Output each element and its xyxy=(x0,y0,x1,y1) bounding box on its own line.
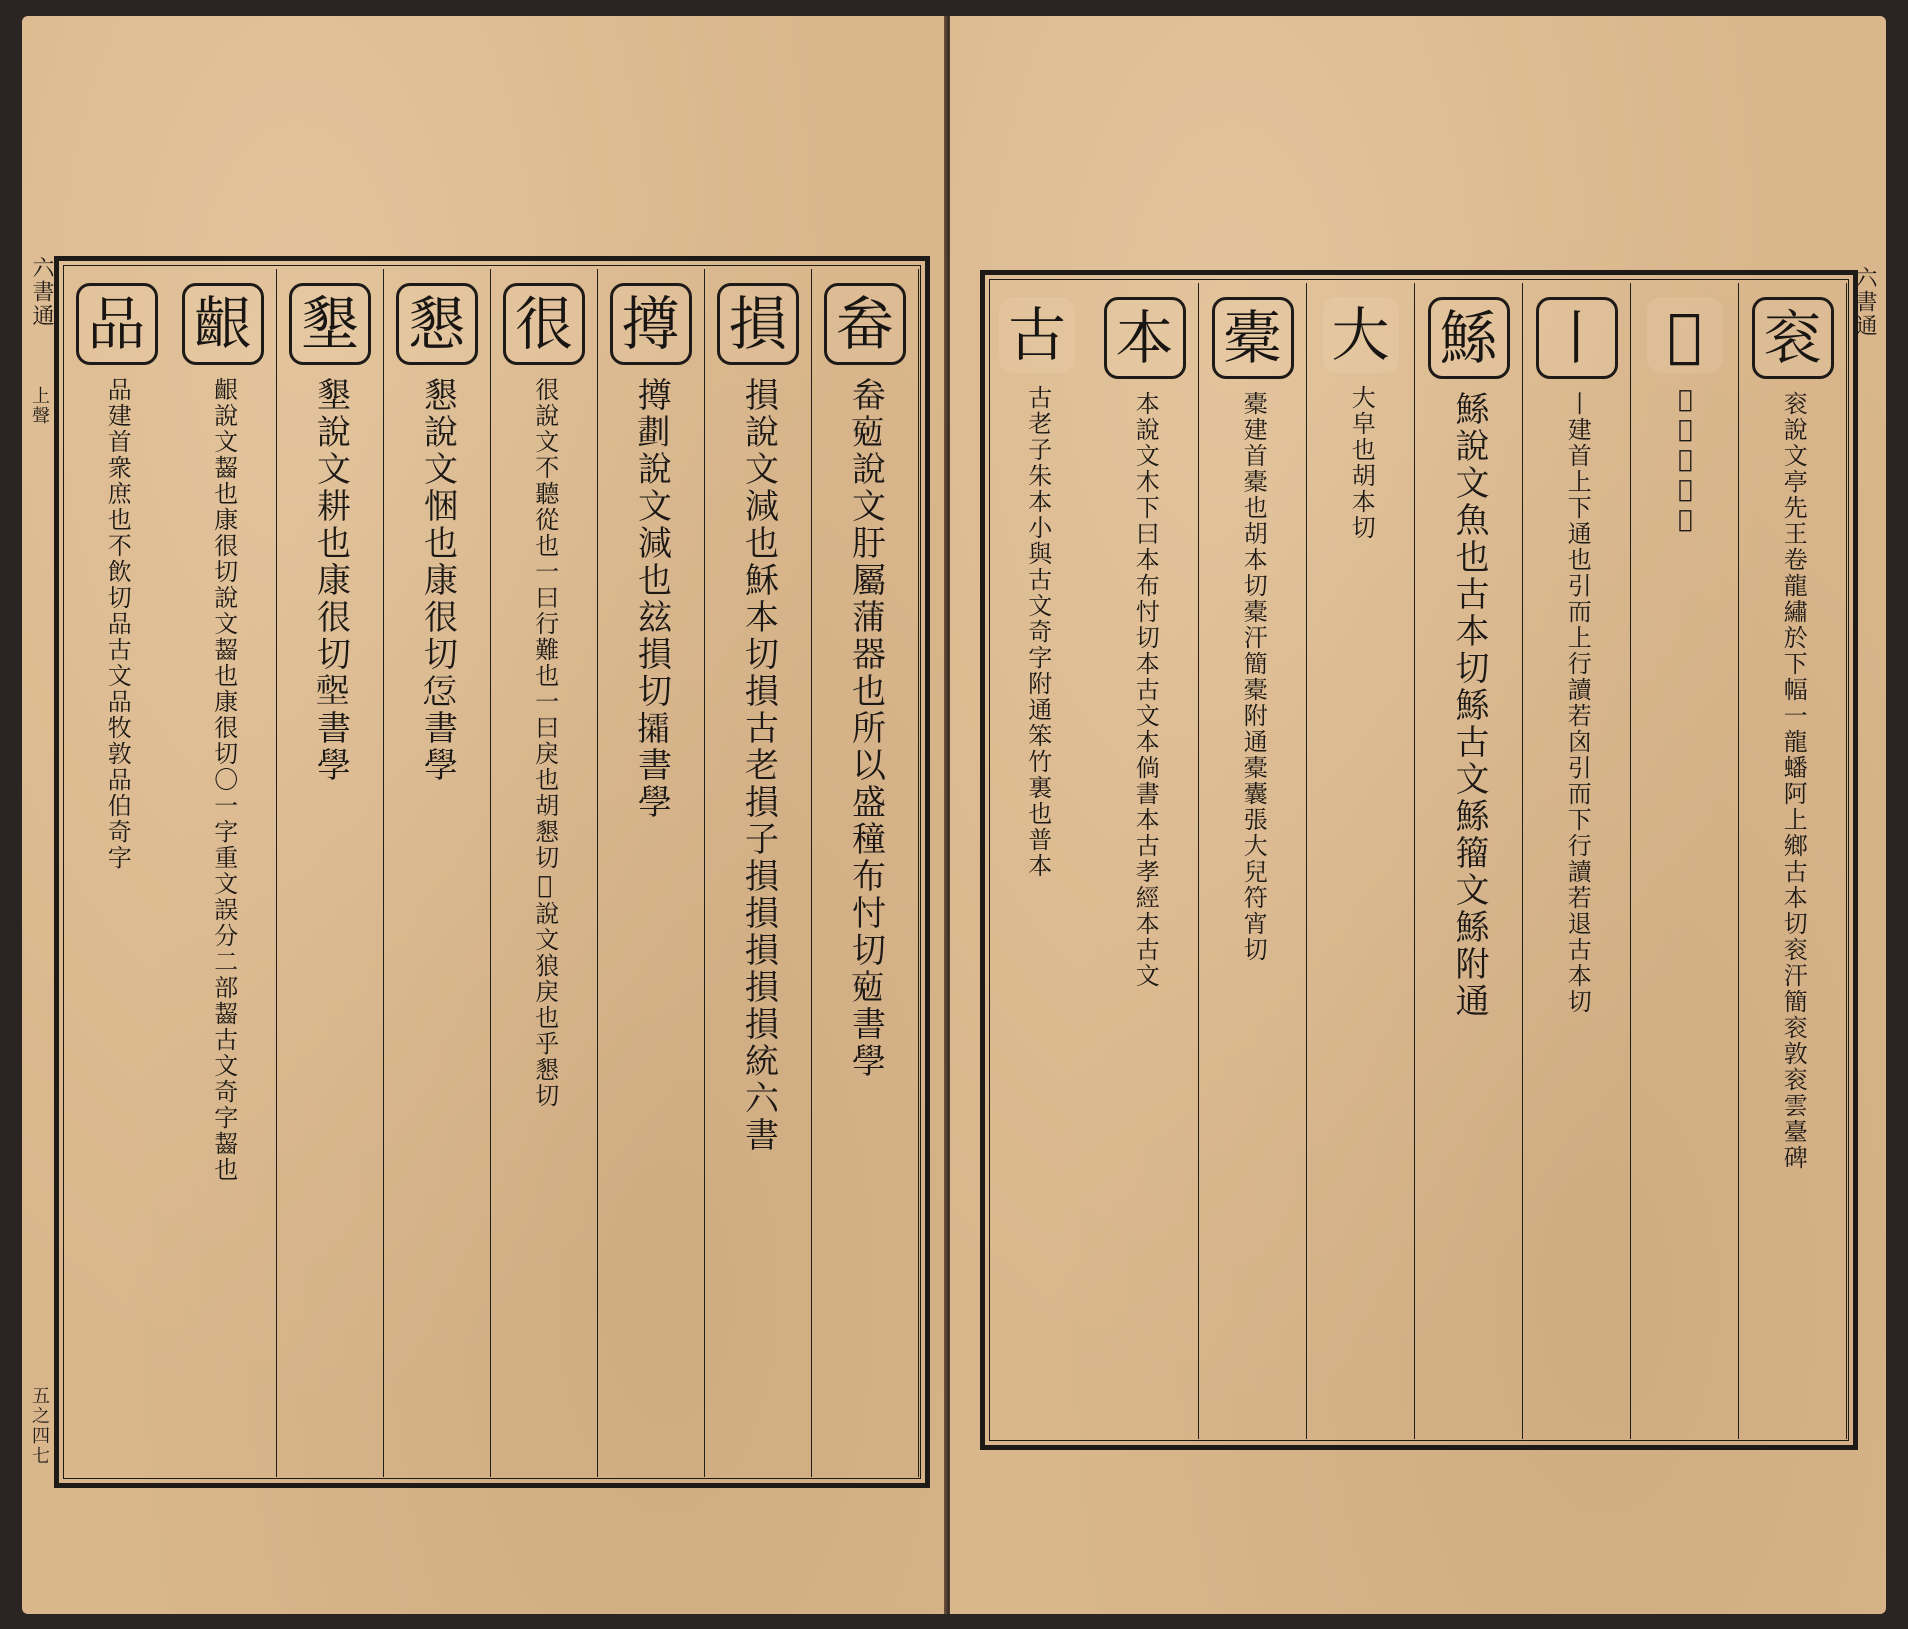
entry-body-text: 很說文不聽從也一曰行難也一曰戾也胡懇切𨼶說文狼戻也乎懇切 xyxy=(530,377,559,1109)
entry-head-char: 丨 xyxy=(1536,297,1618,379)
entry-body-text: 𥨊脩能印書 xyxy=(1671,385,1700,535)
entry-head-char: 橐 xyxy=(1212,297,1294,379)
entry-head-char: 懇 xyxy=(396,283,478,365)
entry-head-char: 品 xyxy=(76,283,158,365)
entry-body-text: 墾說文耕也康很切𡎺書學 xyxy=(310,377,351,784)
entry-body-text: 古老子朱本小與古文奇字附通笨竹裏也普本 xyxy=(1023,385,1052,879)
entry-head-char: 齦 xyxy=(182,283,264,365)
entry-body-text: 畚𠅦說文䏏屬蒲器也所以盛穜布忖切𠅦書學 xyxy=(845,377,886,1080)
entry-head-char: 衮 xyxy=(1752,297,1834,379)
left-page xyxy=(22,16,944,1614)
entry-body-text: 齦說文齧也康很切說文齧也康很切〇一字重文誤分二部齧古文奇字齧也 xyxy=(209,377,238,1183)
entry-body-text: 本說文木下曰本布忖切本古文本倘書本古孝經本古文 xyxy=(1131,391,1160,989)
left-margin-folio: 五之四七 xyxy=(29,1386,50,1466)
entry-head-char: 墾 xyxy=(289,283,371,365)
entry-head-char: 古 xyxy=(999,297,1075,373)
entry-body-text: 損說文減也穌本切損古老損子損損損損損統六書 xyxy=(738,377,779,1154)
right-text-frame xyxy=(980,270,1858,1450)
entry-column xyxy=(1307,283,1415,1439)
left-margin-section: 上聲 xyxy=(29,386,50,426)
entry-column xyxy=(812,269,919,1477)
entry-column xyxy=(63,269,170,1477)
entry-head-char: 畚 xyxy=(824,283,906,365)
entry-body-text: 丨建首上下通也引而上行讀若囟引而下行讀若退古本切 xyxy=(1563,391,1592,1015)
entry-head-char: 本 xyxy=(1104,297,1186,379)
left-text-frame xyxy=(54,256,930,1488)
entry-column xyxy=(170,269,277,1477)
left-margin-title: 六書通 xyxy=(29,256,54,328)
entry-head-char: 很 xyxy=(503,283,585,365)
entry-column xyxy=(1199,283,1307,1439)
right-margin-title: 六書通 xyxy=(1852,266,1877,338)
entry-body-text: 鯀說文魚也古本切鯀古文鯀籀文鯀附通 xyxy=(1449,391,1490,1020)
entry-body-text: 大皁也胡本切 xyxy=(1347,385,1376,541)
entry-body-text: 品建首衆庶也不飲切品古文品牧敦品伯奇字 xyxy=(103,377,132,871)
entry-column xyxy=(1523,283,1631,1439)
right-columns xyxy=(991,283,1847,1439)
entry-head-char: 撙 xyxy=(610,283,692,365)
entry-head-char: 鯀 xyxy=(1428,297,1510,379)
entry-column xyxy=(1415,283,1523,1439)
entry-column xyxy=(598,269,705,1477)
entry-column xyxy=(1091,283,1199,1439)
entry-column xyxy=(384,269,491,1477)
entry-body-text: 懇說文悃也康很切𢘢書學 xyxy=(417,377,458,784)
entry-column xyxy=(277,269,384,1477)
right-page xyxy=(950,16,1886,1614)
entry-column xyxy=(491,269,598,1477)
entry-head-char: 損 xyxy=(717,283,799,365)
entry-column xyxy=(983,283,1091,1439)
entry-column xyxy=(705,269,812,1477)
entry-column xyxy=(1739,283,1847,1439)
entry-column xyxy=(1631,283,1739,1439)
entry-body-text: 衮說文亭先王卷龍繡於下幅一龍蟠阿上鄉古本切衮汗簡衮敦衮雲臺碑 xyxy=(1779,391,1808,1171)
entry-body-text: 橐建首橐也胡本切橐汗簡橐附通橐囊張大兒符宵切 xyxy=(1239,391,1268,963)
left-columns xyxy=(65,269,919,1477)
entry-head-char: 𥨊 xyxy=(1647,297,1723,373)
entry-body-text: 撙𠟱說文減也玆損切𢹩書學 xyxy=(631,377,672,821)
entry-head-char: 大 xyxy=(1323,297,1399,373)
